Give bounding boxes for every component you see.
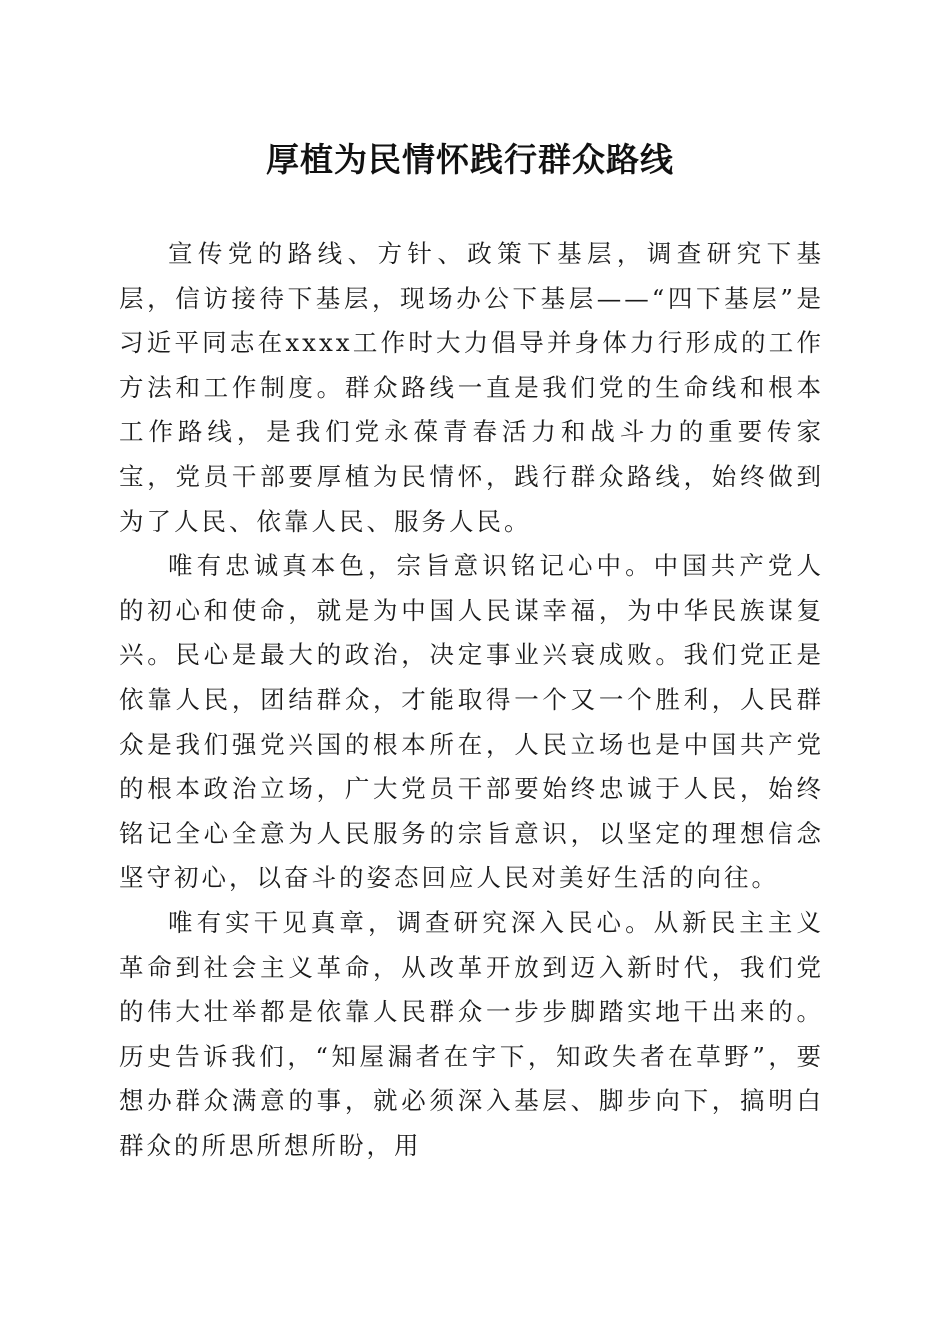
document-title: 厚植为民情怀践行群众路线 — [266, 140, 674, 179]
paragraph-2: 唯有忠诚真本色，宗旨意识铭记心中。中国共产党人的初心和使命，就是为中国人民谋幸福，为中华民族谋复兴。民心是最大的政治，决定事业兴衰成败。我们党正是依靠人民，团结群众，才能取得一个又一个胜利，人民群众是我们强党兴国的根本所在，人民立场也是中国共产党的根本政治立场，广大党员干部要始终忠诚于人民，始终铭记全心全意为人民服务的宗旨意识，以坚定的理想信念坚守初心，以奋斗的姿态回应人民对美好生活的向往。 — [119, 551, 824, 893]
paragraph-3: 唯有实干见真章，调查研究深入民心。从新民主主义革命到社会主义革命，从改革开放到迈入新时代，我们党的伟大壮举都是依靠人民群众一步步脚踏实地干出来的。历史告诉我们，“知屋漏者在宇下，知政失者在草野”，要想办群众满意的事，就必须深入基层、脚步向下，搞明白群众的所思所想所盼，用 — [119, 907, 824, 1160]
paragraph-1: 宣传党的路线、方针、政策下基层，调查研究下基层，信访接待下基层，现场办公下基层——“四下基层”是习近平同志在xxxx工作时大力倡导并身体力行形成的工作方法和工作制度。群众路线一直是我们党的生命线和根本工作路线，是我们党永葆青春活力和战斗力的重要传家宝，党员干部要厚植为民情怀，践行群众路线，始终做到为了人民、依靠人民、服务人民。 — [119, 239, 824, 536]
document-body — [119, 232, 824, 1168]
